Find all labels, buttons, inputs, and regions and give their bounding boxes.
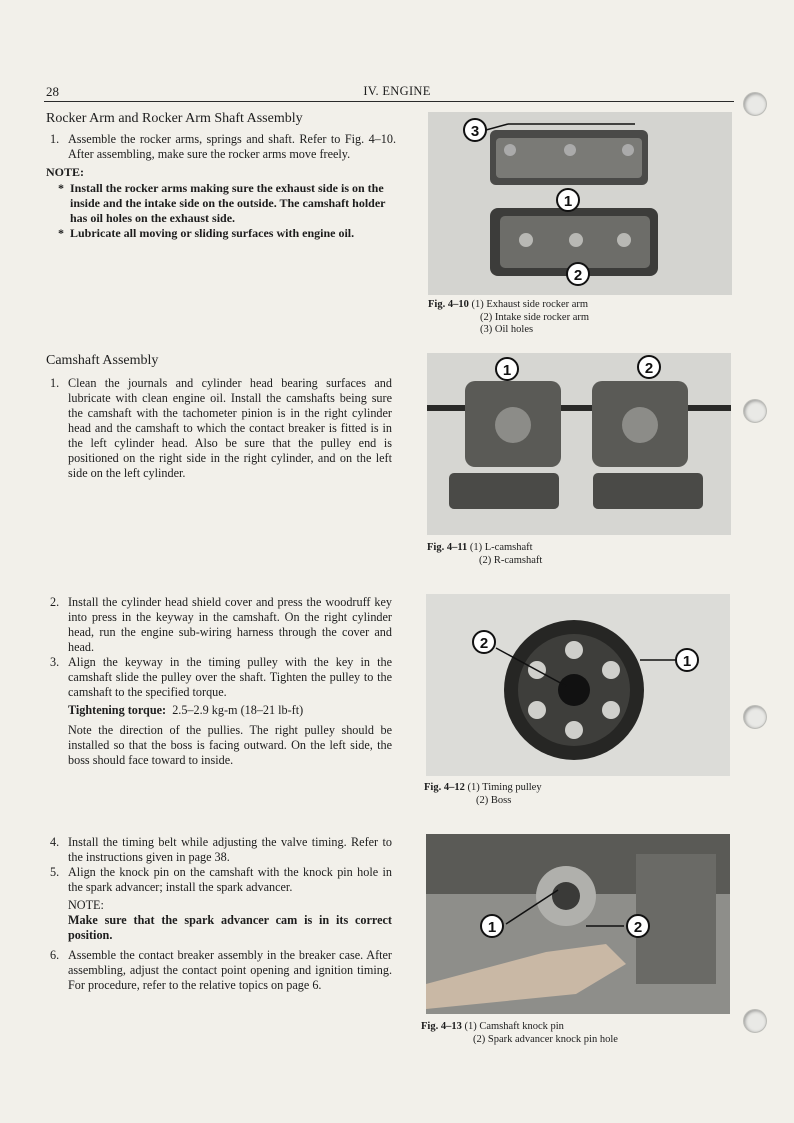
callout-label: 2 xyxy=(644,360,654,377)
note-label: NOTE: xyxy=(68,898,104,912)
list-item: 6. Assemble the contact breaker assembly in the breaker case. After assembling, adjust the contact point opening and ignition timing. For procedure, refer to the relative topics on page 6. xyxy=(50,948,392,992)
chapter-title: IV. ENGINE xyxy=(363,84,431,98)
figure-4-12-caption xyxy=(424,782,542,807)
figure-4-11-caption xyxy=(427,542,542,567)
section-camshaft xyxy=(46,353,392,481)
figure-4-11-photo xyxy=(427,353,731,535)
note-label: NOTE: xyxy=(46,165,85,179)
list-item: 4. Install the timing belt while adjusting the valve timing. Refer to the instructions given in page 38. xyxy=(50,835,392,864)
caption-item: (2) R-camshaft xyxy=(479,554,543,566)
caption-item: (2) Boss xyxy=(476,794,512,806)
figure-4-10-caption xyxy=(428,299,589,337)
callout-label: 3 xyxy=(470,123,480,140)
callout-label: 1 xyxy=(487,919,497,936)
caption-item: (2) Spark advancer knock pin hole xyxy=(473,1033,618,1045)
section-rocker-arm xyxy=(46,111,396,241)
list-item: 5. Align the knock pin on the camshaft with the knock pin hole in the spark advancer; install the spark advancer. xyxy=(50,865,392,894)
callout-label: 2 xyxy=(479,635,489,652)
callout-label: 1 xyxy=(502,362,512,379)
figure-label: Fig. 4–11 xyxy=(427,542,468,553)
figure-label: Fig. 4–13 xyxy=(421,1021,462,1032)
section-title: Camshaft Assembly xyxy=(46,353,159,368)
section-title: Rocker Arm and Rocker Arm Shaft Assembly xyxy=(46,111,303,126)
binder-hole xyxy=(744,1010,766,1032)
binder-hole xyxy=(744,93,766,115)
callout-label: 1 xyxy=(563,193,573,210)
header-rule xyxy=(44,101,734,102)
binder-hole xyxy=(744,706,766,728)
caption-item: (1) L-camshaft xyxy=(469,542,533,553)
caption-item: (2) Intake side rocker arm xyxy=(480,311,590,323)
note-item: * Install the rocker arms making sure the exhaust side is on the inside and the intake side on the outside. The camshaft holder has oil holes on the exhaust side. xyxy=(58,181,386,225)
binder-hole xyxy=(744,400,766,422)
figure-label: Fig. 4–10 xyxy=(428,299,469,310)
note-text: Make sure that the spark advancer cam is in its correct position. xyxy=(68,913,392,942)
list-item: 1. Clean the journals and cylinder head bearing surfaces and lubricate with clean engine oil. Install the camshafts being sure the camshaft with the tachometer pinion is in the right cylinder head and the camshaft to which the contact breaker is fitted is in the left cylinder head. Also be sure that the pulley end is positioned on the right side in the right cylinder, and on the left side on the left cylinder. xyxy=(50,376,392,480)
page-number: 28 xyxy=(46,84,59,99)
list-item: 2. Install the cylinder head shield cover and press the woodruff key into press in the keyway in the camshaft. On the right cylinder head, run the engine sub-wiring harness through the cover and head. xyxy=(50,595,392,654)
caption-item: (3) Oil holes xyxy=(480,324,534,335)
callout-label: 2 xyxy=(573,267,583,284)
note-item: * Lubricate all moving or sliding surfaces with engine oil. xyxy=(58,226,355,240)
figure-4-13-photo xyxy=(426,834,730,1014)
callout-label: 2 xyxy=(633,919,643,936)
torque-spec: Tightening torque: 2.5–2.9 kg-m (18–21 lb-ft) xyxy=(68,703,304,717)
callout-label: 1 xyxy=(682,653,692,670)
caption-item: (1) Camshaft knock pin xyxy=(464,1021,564,1032)
pulley-note: Note the direction of the pullies. The right pulley should be installed so that the boss is facing outward. On the left side, the boss should face toward to inside. xyxy=(68,723,392,767)
figure-label: Fig. 4–12 xyxy=(424,782,465,793)
list-item: 3. Align the keyway in the timing pulley with the key in the camshaft slide the pulley over the shaft. Tighten the pulley to the camshaft to the specified torque. xyxy=(50,655,392,699)
caption-item: (1) Timing pulley xyxy=(467,782,542,793)
caption-item: (1) Exhaust side rocker arm xyxy=(471,299,589,310)
camshaft-steps-4-6 xyxy=(46,835,392,993)
figure-4-12-photo xyxy=(426,594,730,776)
list-item: 1. Assemble the rocker arms, springs and shaft. Refer to Fig. 4–10. After assembling, make sure the rocker arms move freely. xyxy=(50,132,396,161)
camshaft-steps-2-3 xyxy=(46,595,392,768)
figure-4-13-caption xyxy=(421,1021,618,1046)
figure-4-10-photo xyxy=(428,112,732,295)
